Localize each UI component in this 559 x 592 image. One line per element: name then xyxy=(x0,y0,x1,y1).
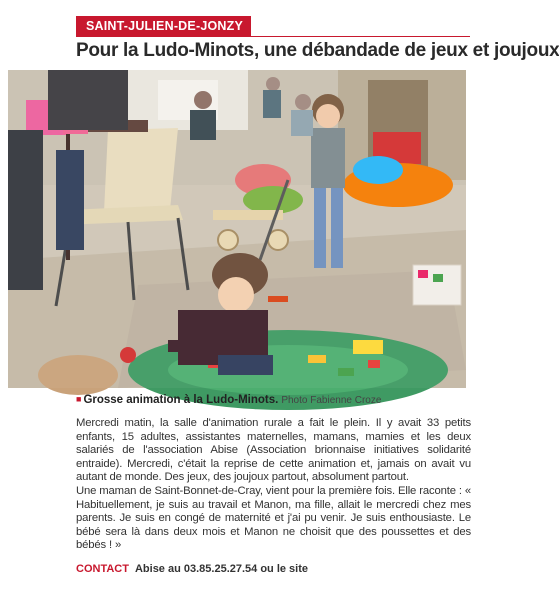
location-tag: SAINT-JULIEN-DE-JONZY xyxy=(76,16,251,36)
photo-credit: Photo Fabienne Croze xyxy=(281,395,382,406)
article-photo xyxy=(8,70,466,388)
photo-illustration xyxy=(8,70,466,388)
square-bullet-icon: ■ xyxy=(76,394,82,404)
headline: Pour la Ludo-Minots, une débandade de jeux et joujoux xyxy=(76,40,559,61)
contact-line xyxy=(76,563,471,575)
kicker-rule xyxy=(76,36,470,37)
contact-label: CONTACT xyxy=(76,563,129,575)
article-body xyxy=(76,417,471,553)
contact-value: Abise au 03.85.25.27.54 ou le site xyxy=(134,563,309,575)
caption-text: Grosse animation à la Ludo-Minots. xyxy=(83,394,279,406)
photo-caption xyxy=(76,392,471,408)
paragraph-1: Mercredi matin, la salle d'animation rurale a fait le plein. Il y avait 33 petits enfants, 15 adultes, assistantes maternelles, mamans, mamies et les deux salariés de l'association Abise (Association brionnaise initiatives solidarité entraide). Mercredi, c'était la reprise de cette animation et, jamais on avait vu autant de monde. Des jeux, des joujoux partout, absolument partout. xyxy=(76,417,471,484)
paragraph-2: Une maman de Saint-Bonnet-de-Cray, vient pour la première fois. Elle raconte : « Habituellement, je suis au travail et Manon, ma fille, allait le mercredi chez mes parents. Je suis en congé de maternité et j'ai pu venir. Je suis enthousiaste. Le bébé sera là dans deux mois et Manon ne choisit que des poussettes et des bébés ! » xyxy=(76,484,471,552)
